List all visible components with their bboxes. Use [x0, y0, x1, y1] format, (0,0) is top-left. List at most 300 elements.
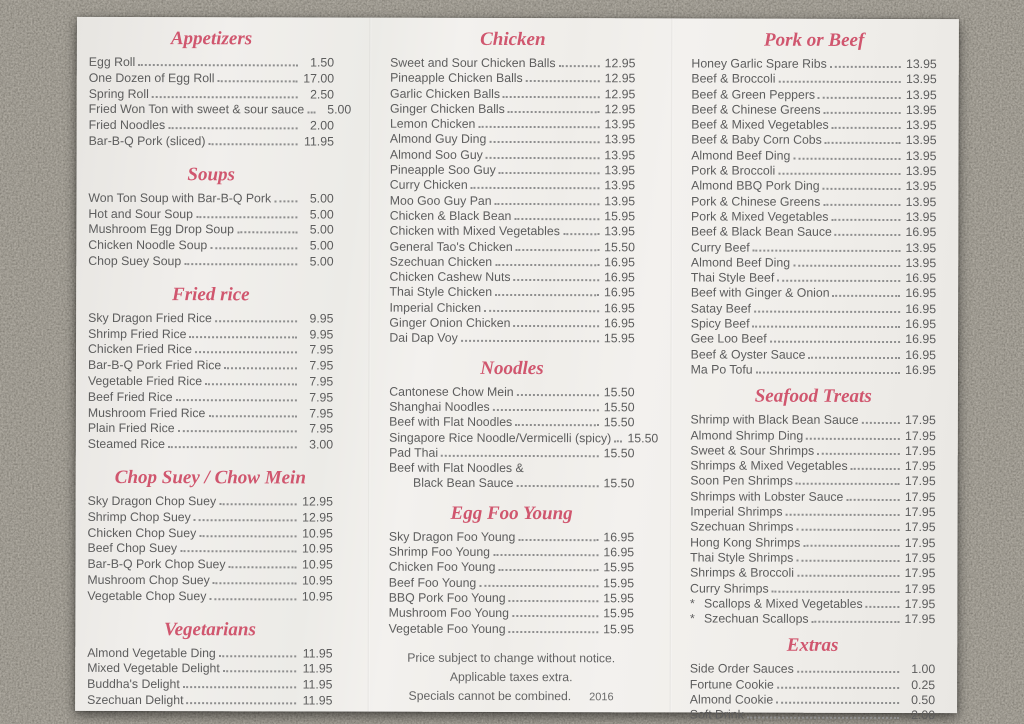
item-price: 10.95: [301, 573, 333, 588]
section-title: Fried rice: [172, 283, 250, 306]
dotted-leader: [835, 234, 901, 236]
item-price: 17.95: [904, 566, 936, 581]
item-name: Thai Style Shrimps: [690, 550, 794, 565]
dotted-leader: [818, 96, 901, 98]
item-price: 15.50: [603, 384, 635, 399]
item-price: 13.95: [604, 163, 636, 178]
menu-item: [390, 239, 635, 255]
dotted-leader: [187, 702, 297, 704]
item-name: Pineapple Soo Guy: [389, 162, 496, 178]
item-price: 15.50: [603, 476, 635, 491]
item-name: Honey Garlic Spare Ribs: [691, 56, 827, 71]
item-name: Mushroom Egg Drop Soup: [88, 222, 234, 237]
dotted-leader: [559, 65, 600, 67]
menu-item: [87, 677, 332, 693]
dotted-leader: [229, 566, 297, 568]
section-title: Chop Suey / Chow Mein: [114, 466, 306, 489]
item-price: 17.95: [904, 596, 936, 611]
dotted-leader: [526, 80, 600, 82]
menu-item: [87, 645, 332, 661]
item-price: 17.95: [904, 474, 936, 489]
dotted-leader: [196, 216, 298, 218]
dotted-leader: [777, 686, 899, 688]
item-name: Cantonese Chow Mein: [389, 384, 514, 399]
dotted-leader: [495, 264, 599, 266]
menu-item: [690, 428, 935, 444]
item-price: 17.95: [904, 581, 936, 596]
dotted-leader: [823, 203, 900, 205]
item-name: Almond Beef Ding: [691, 148, 791, 163]
item-price: 7.95: [309, 406, 334, 421]
footer-notes: [388, 648, 633, 707]
item-price: 16.95: [604, 285, 635, 300]
item-name: Szechuan Delight: [87, 692, 184, 708]
dotted-leader: [274, 200, 298, 202]
item-price: 15.95: [603, 606, 635, 621]
menu-item: [88, 525, 333, 541]
menu-item: [690, 692, 935, 708]
menu-item: [691, 332, 936, 348]
item-name: Ma Po Tofu: [690, 362, 753, 377]
item-name: Soft Drink: [689, 707, 744, 722]
item-name: Lemon Chicken: [389, 116, 476, 132]
item-price: 15.95: [603, 621, 634, 636]
item-name: Beef Fried Rice: [87, 389, 173, 404]
item-name: Chicken with Mixed Vegetables: [389, 223, 560, 239]
item-name: Black Bean Sauce: [413, 476, 514, 491]
dotted-leader: [208, 415, 297, 417]
menu-item: [390, 56, 635, 72]
menu-item: [691, 102, 936, 118]
dotted-leader: [189, 336, 297, 338]
item-price: 15.50: [603, 446, 635, 461]
item-name: Mushroom Chop Suey: [87, 572, 210, 588]
item-name: Almond Guy Ding: [389, 132, 487, 147]
dotted-leader: [509, 600, 598, 602]
menu-item: [88, 238, 333, 254]
item-price: 11.95: [302, 645, 333, 661]
menu-item: [690, 566, 935, 582]
menu-item: [87, 693, 332, 709]
item-name: Mixed Vegetable Delight: [87, 661, 220, 676]
item-price: 12.95: [604, 71, 636, 86]
item-price: 16.95: [604, 300, 635, 316]
item-price: 13.95: [604, 224, 636, 239]
item-price: 16.95: [905, 286, 937, 301]
dotted-leader: [489, 141, 599, 143]
dotted-leader: [793, 265, 900, 267]
menu-item: [389, 415, 634, 431]
asterisk-marker: *: [689, 611, 695, 626]
dotted-leader: [503, 96, 599, 98]
footer-note: [388, 686, 633, 707]
item-name: Shanghai Noodles: [389, 399, 490, 414]
item-name: Beef & Oyster Sauce: [690, 347, 806, 362]
dotted-leader: [441, 455, 598, 457]
item-name: Ginger Chicken Balls: [389, 101, 505, 116]
item-price: 13.95: [905, 148, 937, 163]
item-price: 7.95: [309, 390, 334, 405]
item-price: 13.95: [604, 132, 636, 147]
menu-item: [87, 573, 332, 589]
item-price: 7.95: [309, 374, 334, 389]
item-price: 13.95: [905, 118, 937, 133]
menu-item: [691, 209, 936, 225]
dotted-leader: [515, 424, 598, 426]
item-price: 16.95: [603, 545, 635, 560]
dotted-leader: [803, 544, 899, 546]
dotted-leader: [756, 372, 900, 374]
menu-item: [690, 535, 935, 551]
footer-note-text: Price subject to change without notice.: [407, 650, 616, 666]
item-name: Beef & Chinese Greens: [691, 102, 821, 117]
dotted-leader: [786, 514, 900, 516]
menu-item: [691, 255, 936, 271]
item-name: Beef & Black Bean Sauce: [690, 224, 832, 240]
dotted-leader: [178, 430, 298, 432]
item-name: Side Order Sauces: [689, 661, 794, 677]
menu-item: [690, 520, 935, 536]
menu-item: [390, 209, 635, 225]
dotted-leader: [754, 310, 900, 312]
item-price: 10.95: [302, 525, 333, 541]
menu-item: [691, 194, 936, 210]
section-title: Chicken: [480, 28, 546, 51]
item-name: Almond Soo Guy: [389, 147, 483, 162]
dotted-leader: [778, 81, 900, 83]
menu-item: [88, 405, 333, 421]
section-title: Pork or Beef: [764, 29, 865, 51]
menu-item: [390, 71, 635, 87]
item-name: BBQ Pork Foo Young: [388, 590, 506, 605]
menu-item: [691, 225, 936, 241]
item-name: General Tao's Chicken: [389, 239, 513, 254]
item-name: Moo Goo Guy Pan: [389, 193, 492, 208]
menu-item: [389, 476, 634, 492]
item-name: Mushroom Foo Young: [388, 605, 510, 621]
item-name: Chicken Chop Suey: [87, 525, 197, 540]
dotted-leader: [495, 294, 599, 296]
item-name: Won Ton Soup with Bar-B-Q Pork: [88, 190, 272, 206]
item-price: 13.95: [905, 194, 937, 209]
dotted-leader: [796, 529, 899, 531]
dotted-leader: [194, 519, 297, 521]
item-price: 16.95: [905, 271, 937, 286]
menu-item: [389, 445, 634, 461]
item-price: 17.95: [904, 489, 936, 504]
item-name: Sweet and Sour Chicken Balls: [390, 55, 556, 71]
menu-section: [690, 634, 936, 724]
dotted-leader: [513, 325, 598, 327]
dotted-leader: [812, 621, 900, 623]
menu-section: [88, 283, 334, 454]
item-price: 12.95: [604, 56, 636, 71]
item-name: Gee Loo Beef: [690, 331, 767, 346]
item-price: 13.95: [905, 57, 937, 72]
item-name: Dai Dap Voy: [389, 331, 458, 346]
item-name: Satay Beef: [690, 301, 751, 316]
menu-item: [389, 591, 634, 607]
menu-section: [691, 28, 937, 378]
menu-item: [88, 358, 333, 374]
dotted-leader: [512, 615, 598, 617]
item-price: 5.00: [309, 191, 334, 206]
menu-item: [389, 575, 634, 591]
menu-item: [390, 86, 635, 102]
dotted-leader: [832, 127, 901, 129]
menu-section: [87, 466, 333, 605]
section-title: Appetizers: [170, 28, 253, 50]
menu-item: [390, 224, 635, 240]
menu-item: [88, 102, 352, 118]
menu-column-left: [87, 25, 352, 708]
dotted-leader: [183, 686, 297, 688]
menu-item: [88, 342, 333, 358]
item-name: Fried Won Ton with sweet & sour sauce: [88, 102, 305, 117]
dotted-leader: [184, 263, 297, 265]
menu-item: [389, 400, 634, 416]
section-title: Soups: [187, 163, 235, 186]
dotted-leader: [484, 310, 599, 312]
item-name: Bar-B-Q Pork (sliced): [88, 133, 206, 149]
dotted-leader: [152, 96, 298, 98]
item-price: 2.00: [309, 118, 334, 133]
item-name: Scallops & Mixed Vegetables: [704, 596, 863, 611]
item-name: Shrimps & Broccoli: [690, 565, 795, 580]
item-name: Szechuan Chicken: [389, 254, 493, 269]
menu-item: [691, 240, 936, 256]
item-name: Hong Kong Shrimps: [690, 535, 801, 550]
item-name: Almond BBQ Pork Ding: [691, 178, 820, 194]
menu-item: [690, 708, 935, 724]
dotted-leader: [461, 340, 599, 342]
dotted-leader: [223, 671, 297, 673]
dotted-leader: [517, 485, 599, 487]
menu-item: [87, 557, 332, 573]
item-name: Beef with Ginger & Onion: [690, 285, 830, 301]
item-price: 11.95: [302, 677, 333, 692]
dotted-leader: [219, 503, 297, 505]
menu-item: [690, 504, 935, 520]
item-price: 17.95: [904, 535, 936, 550]
item-name: Beef & Broccoli: [691, 71, 776, 86]
item-price: 17.95: [904, 550, 936, 566]
item-name: Fortune Cookie: [689, 677, 774, 692]
menu-item: [88, 311, 333, 327]
menu-item: [89, 55, 334, 71]
item-price: 15.50: [603, 400, 635, 415]
item-price: 12.95: [302, 494, 333, 509]
dotted-leader: [237, 232, 298, 234]
dotted-leader: [180, 550, 297, 552]
item-price: 17.95: [904, 459, 936, 474]
menu-item: [390, 147, 635, 163]
item-price: 11.95: [302, 661, 333, 676]
dotted-leader: [478, 126, 599, 128]
dotted-leader: [776, 702, 899, 704]
dotted-leader: [508, 111, 600, 113]
menu-item: [87, 589, 332, 605]
menu-item: [691, 286, 936, 302]
item-name: One Dozen of Egg Roll: [88, 70, 215, 86]
item-price: 10.95: [301, 589, 333, 604]
menu-item: [88, 510, 333, 526]
menu-item: [389, 461, 634, 477]
item-name: Imperial Chicken: [389, 300, 482, 315]
dotted-leader: [770, 341, 900, 343]
fold-crease-left: [367, 18, 372, 712]
menu-item: [691, 133, 936, 149]
dotted-leader: [753, 326, 901, 328]
item-name: Curry Chicken: [389, 178, 468, 193]
menu-item: [389, 621, 634, 637]
item-name: Hot and Sour Soup: [88, 206, 194, 221]
item-price: 10.95: [302, 557, 333, 572]
menu-item: [389, 316, 634, 332]
item-price: 7.95: [309, 421, 334, 436]
item-price: 15.95: [603, 591, 635, 606]
item-name: Egg Roll: [88, 54, 136, 69]
dotted-leader: [831, 219, 900, 221]
item-price: 9.95: [309, 327, 334, 342]
item-name: Bar-B-Q Pork Chop Suey: [87, 557, 226, 572]
dotted-leader: [516, 249, 599, 251]
item-price: 15.50: [604, 239, 635, 254]
dotted-leader: [796, 560, 899, 562]
item-price: 15.50: [603, 415, 635, 430]
item-price: 13.95: [905, 255, 937, 270]
item-price: 13.95: [905, 102, 937, 117]
item-price: 2.50: [310, 87, 335, 102]
item-price: 17.95: [904, 443, 936, 458]
dotted-leader: [205, 383, 297, 385]
item-name: Soon Pen Shrimps: [690, 473, 793, 489]
item-price: 13.95: [604, 193, 636, 208]
menu-section: [690, 385, 936, 628]
item-price: 2.00: [911, 708, 936, 723]
item-price: 16.95: [905, 317, 937, 332]
dotted-leader: [495, 203, 599, 205]
item-name: Spicy Beef: [690, 316, 750, 331]
menu-item: [690, 413, 935, 429]
item-name: Beef & Mixed Vegetables: [691, 117, 829, 133]
year-stamp: 2016: [589, 690, 614, 704]
item-price: 11.95: [302, 693, 333, 708]
section-title: Seafood Treats: [754, 385, 872, 408]
item-price: 9.95: [309, 311, 334, 326]
item-price: 16.95: [603, 529, 635, 545]
dotted-leader: [517, 394, 599, 396]
item-name: Beef Chop Suey: [87, 541, 178, 556]
dotted-leader: [797, 671, 899, 673]
item-name: Garlic Chicken Balls: [390, 86, 501, 101]
section-title: Egg Foo Young: [450, 502, 573, 524]
item-price: 16.95: [603, 316, 635, 331]
item-price: 17.95: [904, 505, 936, 520]
item-name: Chicken & Black Bean: [389, 208, 512, 223]
dotted-leader: [614, 440, 622, 442]
item-name: Beef & Baby Corn Cobs: [691, 132, 822, 148]
item-price: 16.95: [905, 362, 936, 378]
dotted-leader: [823, 188, 901, 190]
footer-note-text: Specials cannot be combined.: [408, 688, 572, 703]
item-price: 5.00: [309, 238, 334, 253]
item-price: 1.50: [310, 55, 335, 70]
menu-item: [390, 117, 635, 133]
dotted-leader: [846, 499, 899, 501]
menu-paper: [75, 17, 959, 723]
item-name: Sky Dragon Fried Rice: [88, 310, 212, 325]
item-price: 13.95: [905, 240, 937, 255]
menu-item: [389, 529, 634, 545]
item-price: 16.95: [604, 255, 635, 270]
dotted-leader: [195, 352, 297, 354]
dotted-leader: [219, 655, 297, 657]
fold-crease-right: [669, 18, 674, 712]
menu-item: [691, 72, 936, 88]
menu-item: [691, 301, 936, 317]
menu-item: [691, 362, 936, 378]
dotted-leader: [797, 575, 899, 577]
dotted-leader: [471, 187, 599, 189]
item-name: Thai Style Beef: [690, 270, 775, 285]
menu-item: [691, 271, 936, 287]
item-name: Sky Dragon Foo Young: [388, 529, 516, 544]
item-price: 17.95: [905, 428, 936, 443]
menu-item: [389, 545, 634, 561]
menu-column-right: [689, 26, 937, 723]
menu-item: [691, 179, 936, 195]
item-price: 13.95: [604, 148, 636, 163]
menu-item: [88, 374, 333, 390]
item-price: 17.00: [303, 71, 335, 86]
menu-section: [389, 356, 659, 492]
item-price: 5.00: [309, 254, 334, 269]
item-price: 16.95: [905, 301, 937, 316]
menu-item: [691, 56, 936, 72]
item-name: Shrimp with Black Bean Sauce: [690, 412, 859, 428]
menu-column-middle: [388, 26, 659, 707]
item-price: 0.25: [911, 677, 936, 692]
dotted-leader: [563, 233, 599, 235]
item-name: Curry Shrimps: [690, 580, 769, 596]
item-name: Steamed Rice: [87, 437, 166, 452]
menu-item: [690, 459, 935, 475]
item-price: 0.50: [911, 693, 936, 708]
item-price: 13.95: [905, 72, 937, 87]
item-name: Curry Beef: [690, 240, 750, 255]
menu-section: [389, 501, 635, 637]
item-price: 17.95: [905, 413, 936, 428]
menu-item: [690, 677, 935, 693]
dotted-leader: [168, 127, 298, 129]
item-price: 15.95: [603, 575, 635, 590]
item-price: 12.95: [302, 510, 333, 525]
dotted-leader: [215, 320, 298, 322]
item-name: Fried Noodles: [88, 118, 166, 133]
item-price: 13.95: [905, 209, 937, 225]
menu-item: [389, 560, 634, 576]
menu-item: [690, 443, 935, 459]
menu-section: [87, 617, 333, 709]
dotted-leader: [809, 356, 901, 358]
menu-item: [88, 390, 333, 406]
dotted-leader: [213, 582, 297, 584]
item-name: Pad Thai: [389, 445, 439, 460]
dotted-leader: [866, 606, 900, 608]
menu-item: [88, 494, 333, 510]
menu-item: [88, 437, 333, 453]
